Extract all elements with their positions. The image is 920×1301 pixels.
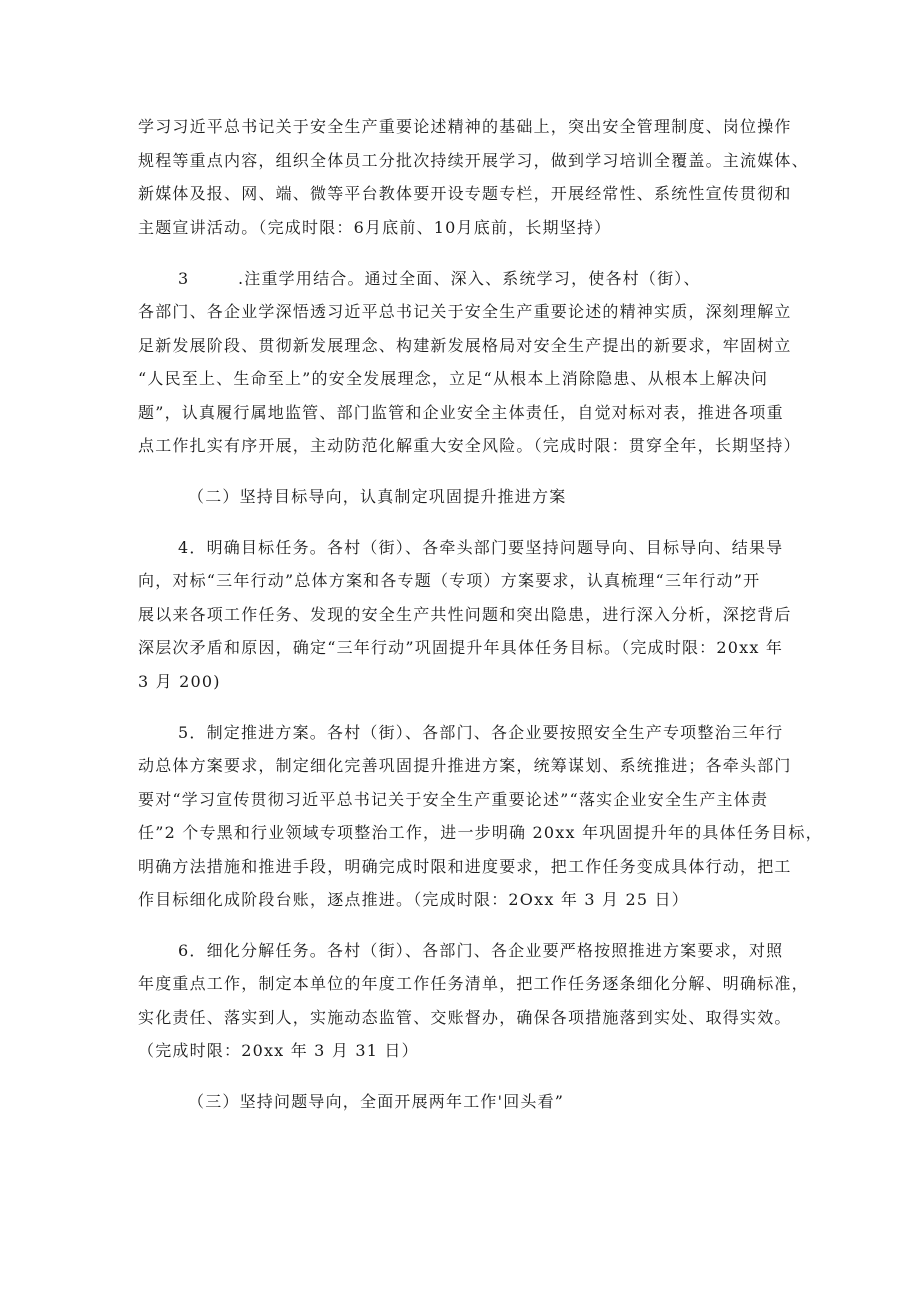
item-3-number: 3 <box>178 269 190 288</box>
paragraph-line: 学习习近平总书记关于安全生产重要论述精神的基础上，突出安全管理制度、岗位操作 <box>138 117 792 136</box>
paragraph-line: 明确方法措施和推进手段，明确完成时限和进度要求，把工作任务变成具体行动，把工 <box>138 857 792 876</box>
paragraph-line: 足新发展阶段、贯彻新发展理念、构建新发展格局对安全生产提出的新要求，牢固树立 <box>138 336 792 355</box>
paragraph-line: 作目标细化成阶段台账，逐点推进。（完成时限：2Oxx 年 3 月 25 日） <box>138 890 689 909</box>
paragraph-line: （完成时限：20xx 年 3 月 31 日） <box>138 1041 419 1060</box>
item-5-first-line: 5．制定推进方案。各村（街）、各部门、各企业要按照安全生产专项整治三年行 <box>178 723 784 742</box>
paragraph-line: “人民至上、生命至上”的安全发展理念，立足“从根本上消除隐患、从根本上解决问 <box>138 369 769 388</box>
paragraph-line: 要对“学习宣传贯彻习近平总书记关于安全生产重要论述”“落实企业安全生产主体责 <box>138 790 769 809</box>
paragraph-line: 各部门、各企业学深悟透习近平总书记关于安全生产重要论述的精神实质，深刻理解立 <box>138 302 792 321</box>
paragraph-line: 深层次矛盾和原因，确定“三年行动”巩固提升年具体任务目标。（完成时限：20xx 年 <box>138 638 784 657</box>
item-6-first-line: 6．细化分解任务。各村（街）、各部门、各企业要严格按照推进方案要求，对照 <box>178 941 784 960</box>
section-heading-2: （二）坚持目标导向，认真制定巩固提升推进方案 <box>188 487 567 506</box>
paragraph-line: 规程等重点内容，组织全体员工分批次持续开展学习，做到学习培训全覆盖。主流媒体、 <box>138 151 809 170</box>
paragraph-line: 点工作扎实有序开展，主动防范化解重大安全风险。（完成时限：贯穿全年，长期坚持） <box>138 436 801 455</box>
paragraph-line: 实化责任、落实到人，实施动态监管、交账督办，确保各项措施落到实处、取得实效。 <box>138 1008 792 1027</box>
paragraph-line: 新媒体及报、网、端、微等平台教体要开设专题专栏，开展经常性、系统性宣传贯彻和 <box>138 184 792 203</box>
section-heading-3: （三）坚持问题导向，全面开展两年工作'回头看” <box>188 1092 565 1111</box>
paragraph-line: 年度重点工作，制定本单位的年度工作任务清单，把工作任务逐条细化分解、明确标准， <box>138 974 809 993</box>
item-3-first-line <box>178 269 701 289</box>
paragraph-line: 向，对标“三年行动”总体方案和各专题（专项）方案要求，认真梳理“三年行动”开 <box>138 571 761 590</box>
paragraph-line: 主题宣讲活动。（完成时限：6月底前、10月底前，长期坚持） <box>138 218 612 237</box>
paragraph-line: 题”，认真履行属地监管、部门监管和企业安全主体责任，自觉对标对表，推进各项重 <box>138 403 784 422</box>
paragraph-line: 动总体方案要求，制定细化完善巩固提升推进方案，统筹谋划、系统推进；各牵头部门 <box>138 756 792 775</box>
paragraph-line: 任”2 个专黑和行业领域专项整治工作，进一步明确 20xx 年巩固提升年的具体任务目标， <box>138 823 823 842</box>
paragraph-line: 3 月 200) <box>138 672 221 691</box>
item-4-first-line: 4．明确目标任务。各村（街）、各牵头部门要坚持问题导向、目标导向、结果导 <box>178 538 784 557</box>
paragraph-line: 展以来各项工作任务、发现的安全生产共性问题和突出隐患，进行深入分析，深挖背后 <box>138 605 792 624</box>
item-3-text: .注重学用结合。通过全面、深入、系统学习，使各村（街）、 <box>238 269 701 288</box>
